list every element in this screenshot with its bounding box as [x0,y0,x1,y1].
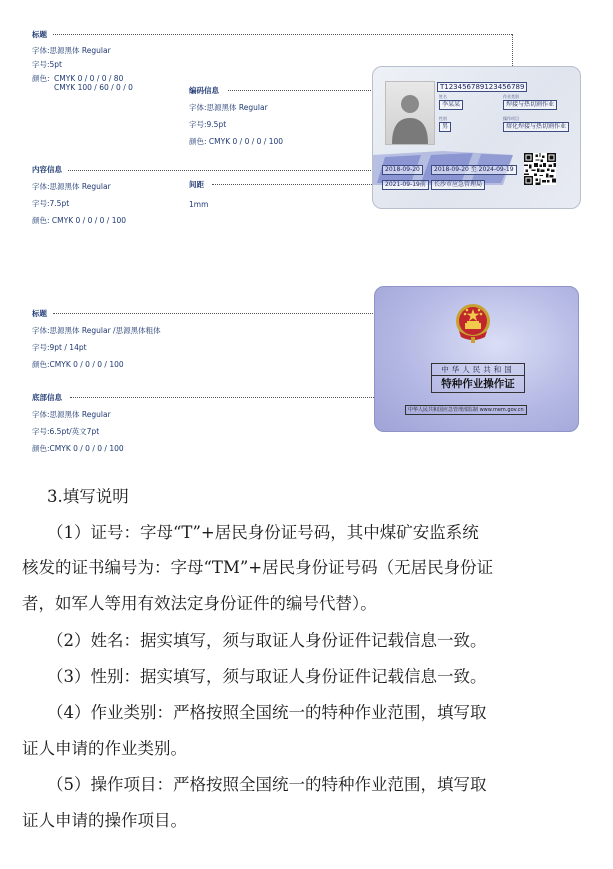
annotation-heading: 内容信息 [32,165,62,174]
annotation-color-label: 颜色: [32,74,50,83]
category-label: 作业类别 [503,94,519,99]
annotation-size: 字号:5pt [32,60,62,69]
leader-line [70,397,406,398]
annotation-heading: 底部信息 [32,393,62,402]
issuing-authority: 长沙市应急管理局 [431,180,485,190]
annotation-size: 字号:9.5pt [189,120,227,129]
annotation-color: 颜色:CMYK 0 / 0 / 0 / 100 [32,360,124,369]
front-country-title: 中华人民共和国 [431,363,525,375]
annotation-heading: 标题 [32,30,47,39]
first-issue-date: 2018-09-20 [382,165,423,175]
name-label: 姓名 [439,94,447,99]
front-footer-info: 中华人民共和国应急管理部监制 www.mem.gov.cn [405,405,527,415]
annotation-size: 字号:6.5pt/英文7pt [32,427,100,436]
gender-label: 性别 [439,116,447,121]
national-emblem-icon [453,301,493,345]
paragraph-1-line-3: 者，如军人等用有效法定身份证件的编号代替）。 [22,594,377,613]
annotation-font: 字体:思源黑体 Regular [32,410,111,419]
annotation-color-2: CMYK 100 / 60 / 0 / 0 [54,83,133,92]
certificate-back-card [372,66,581,209]
category-value: 焊接与热切割作业 [503,100,557,110]
leader-line [53,34,512,35]
certificate-code: T123456789123456789 [437,82,527,92]
qr-code-icon [524,153,556,185]
annotation-color: 颜色: CMYK 0 / 0 / 0 / 100 [189,137,284,146]
person-silhouette-icon [385,81,435,145]
annotation-content-info [32,164,182,226]
paragraph-2: （2）姓名：据实填写，须与取证人身份证件记载信息一致。 [47,631,487,650]
annotation-back-title [32,29,192,95]
review-date: 2021-09-19前 [382,180,429,190]
annotation-font: 字体:思源黑体 Regular [189,103,268,112]
annotation-font: 字体:思源黑体 Regular [32,182,111,191]
annotation-font: 字体:思源黑体 Regular [32,46,111,55]
paragraph-1-line-2: 核发的证书编号为：字母“TM”+居民身份证号码（无居民身份证 [22,558,494,577]
leader-line [212,184,382,185]
paragraph-3: （3）性别：据实填写，须与取证人身份证件记载信息一致。 [47,667,487,686]
gender-value: 男 [439,122,451,132]
annotation-size: 字号:9pt / 14pt [32,343,87,352]
valid-period: 2018-09-20 至 2024-09-19 [431,165,517,175]
name-value: 李某某 [439,100,463,110]
front-certificate-title: 特种作业操作证 [431,375,525,393]
section-heading: 3.填写说明 [47,487,129,506]
annotation-code-info [189,85,329,147]
annotation-color: 颜色: CMYK 0 / 0 / 0 / 100 [32,216,127,225]
paragraph-5-line-2: 证人申请的操作项目。 [22,811,187,830]
item-value: 熔化焊接与热切割作业 [503,122,569,132]
annotation-heading: 编码信息 [189,86,219,95]
annotation-bottom-info [32,392,232,454]
certificate-front-card [374,286,579,432]
annotation-color: 颜色:CMYK 0 / 0 / 0 / 100 [32,444,124,453]
leader-line [68,170,383,171]
annotation-spacing-value: 1mm [189,200,209,209]
annotation-heading: 间距 [189,180,204,189]
annotation-color-1: CMYK 0 / 0 / 0 / 80 [54,74,124,83]
item-label: 操作项目 [503,116,519,121]
annotation-size: 字号:7.5pt [32,199,70,208]
paragraph-4-line-1: （4）作业类别：严格按照全国统一的特种作业范围，填写取 [47,703,487,722]
annotation-font: 字体:思源黑体 Regular /思源黑体粗体 [32,326,161,335]
paragraph-5-line-1: （5）操作项目：严格按照全国统一的特种作业范围，填写取 [47,775,487,794]
paragraph-4-line-2: 证人申请的作业类别。 [22,739,187,758]
annotation-heading: 标题 [32,309,47,318]
paragraph-1-line-1: （1）证号：字母“T”+居民身份证号码，其中煤矿安监系统 [47,523,479,542]
annotation-front-title [32,308,232,370]
